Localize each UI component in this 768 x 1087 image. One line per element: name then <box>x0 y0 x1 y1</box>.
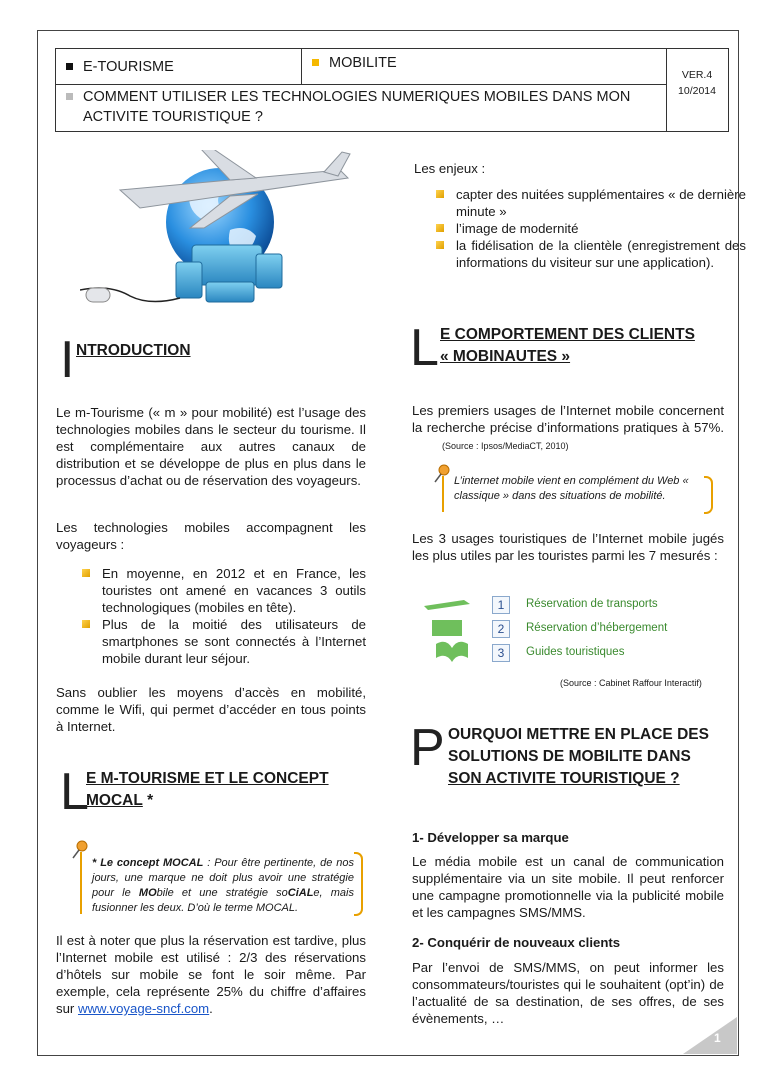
version-box: VER.4 10/2014 <box>678 69 716 97</box>
intro-list <box>82 565 366 667</box>
list-item: la fidélisation de la clientèle (enregistrement des informations du visiteur sur une application). <box>456 238 746 270</box>
header-cell-title: COMMENT UTILISER LES TECHNOLOGIES NUMERIQUES MOBILES DANS MON ACTIVITE TOURISTIQUE ? <box>62 87 662 127</box>
source-raffour: (Source : Cabinet Raffour Interactif) <box>560 678 702 688</box>
enjeux-list <box>436 186 746 271</box>
section-heading-intro: NTRODUCTION <box>76 342 191 359</box>
drop-cap: I <box>60 331 75 389</box>
mocal-paragraph: Il est à noter que plus la réservation est tardive, plus l’Internet mobile est utilisé : 2/3 des réservations d’hôtels sur mobile se font le soir même. Par exemple, cela représente 25% du chiffre d’affaires sur www.voyage-sncf.com. <box>56 933 366 1016</box>
page-corner <box>683 1017 737 1054</box>
section-heading-pourquoi: OURQUOI METTRE EN PLACE DES SOLUTIONS DE MOBILITE DANS SON ACTIVITE TOURISTIQUE ? <box>448 726 709 787</box>
pourquoi-paragraph-1: Le média mobile est un canal de communication supplémentaire via un site mobile. Il peut renforcer une campagne promotionnelle via la publicité mobile et les campagnes SMS/MMS. <box>412 854 724 920</box>
header-table <box>55 48 729 132</box>
list-item: En moyenne, en 2012 et en France, les touristes ont amené en vacances 3 outils technologiques (mobiles en tête). <box>102 566 366 615</box>
enjeux-title: Les enjeux : <box>414 161 486 176</box>
drop-cap: P <box>410 719 445 777</box>
comportement-paragraph-2: Les 3 usages touristiques de l’Internet mobile jugés les plus utiles par les touristes parmi les 7 mesurés : <box>412 531 724 563</box>
intro-paragraph-1: Le m-Tourisme (« m » pour mobilité) est l’usage des technologies mobiles dans le secteur du tourisme. Il est complémentaire aux autres canaux de distribution et se développe de plus en plus dans le processus d’achat ou de réservation des voyageurs. <box>56 405 366 488</box>
voyage-sncf-link[interactable]: www.voyage-sncf.com <box>77 1001 210 1016</box>
airplane-globe-illustration <box>80 150 370 325</box>
bullet-icon <box>66 63 73 70</box>
page-number: 1 <box>714 1031 721 1045</box>
bullet-icon <box>66 93 73 100</box>
header-cell-etourisme: E-TOURISME <box>62 59 174 75</box>
mocal-note <box>70 838 370 918</box>
section-heading-mocal: E M-TOURISME ET LE CONCEPT MOCAL * <box>86 770 329 809</box>
comportement-paragraph-1: Les premiers usages de l’Internet mobile concernent la recherche précise d’informations pratiques à 57%.(Source : Ipsos/MediaCT, 2010) <box>412 403 724 451</box>
mocal-note-text: * Le concept MOCAL : Pour être pertinente, de nos jours, une marque ne doit plus avoir une stratégie pour le MObile et une stratégie soCiALe, mais fusionner les deux. D’où le terme MOCAL. <box>92 857 354 914</box>
pourquoi-paragraph-2: Par l’envoi de SMS/MMS, on peut informer les consommateurs/touristes qui le souhaitent (opt’in) de l’actualité de sa destination, de ses offres, de ses évènements, … <box>412 960 724 1026</box>
intro-paragraph-2: Les technologies mobiles accompagnent les voyageurs : <box>56 520 366 552</box>
ranking-row: 3 Guides touristiques <box>418 644 718 664</box>
intro-paragraph-3: Sans oublier les moyens d’accès en mobilité, comme le Wifi, qui permet d’accéder en tous points à Internet. <box>56 685 366 734</box>
subheading-marque: 1- Développer sa marque <box>412 830 569 845</box>
subheading-clients: 2- Conquérir de nouveaux clients <box>412 935 621 950</box>
comportement-note <box>432 462 722 518</box>
comportement-note-text: L’internet mobile vient en complément du Web « classique » dans des situations de mobilité. <box>454 475 689 502</box>
bullet-icon <box>312 59 319 66</box>
drop-cap: L <box>410 319 439 377</box>
list-item: l’image de modernité <box>456 220 746 237</box>
drop-cap: L <box>60 763 89 821</box>
usage-ranking <box>418 594 718 664</box>
header-cell-mobilite: MOBILITE <box>308 55 397 71</box>
ranking-row: 2 Réservation d’hébergement <box>418 620 718 640</box>
list-item: capter des nuitées supplémentaires « de dernière minute » <box>456 187 746 219</box>
ranking-row: 1 Réservation de transports <box>418 596 718 616</box>
list-item: Plus de la moitié des utilisateurs de smartphones se sont connectés à l’Internet mobile durant leur séjour. <box>102 617 366 666</box>
section-heading-comportement: E COMPORTEMENT DES CLIENTS « MOBINAUTES » <box>440 326 695 365</box>
